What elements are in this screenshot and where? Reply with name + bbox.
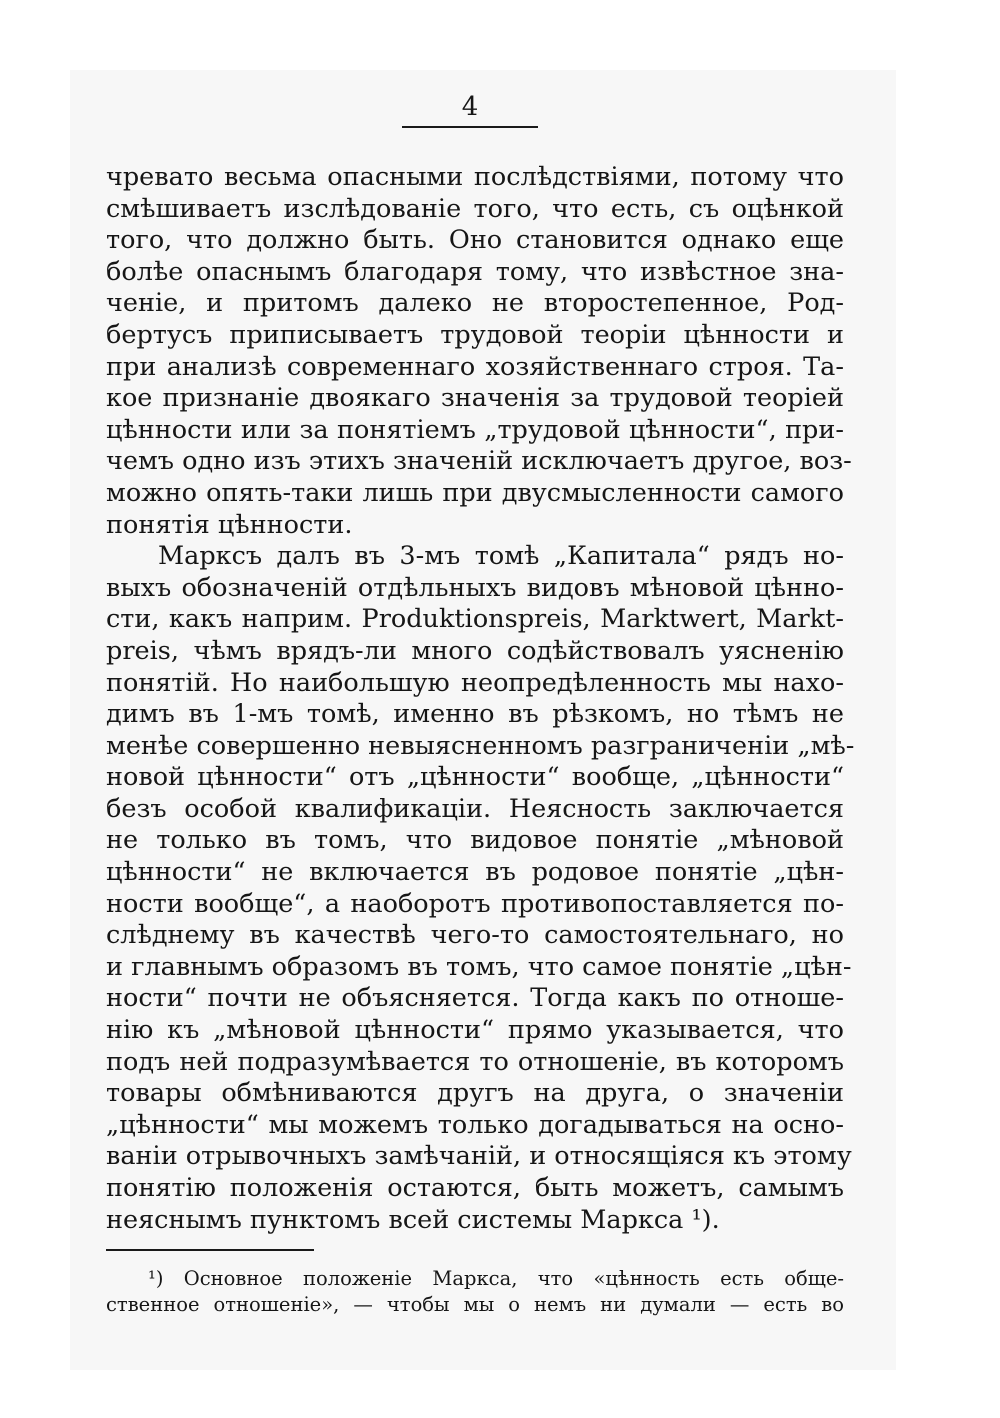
text-line: нію къ „мѣновой цѣнности“ прямо указывается, что bbox=[106, 1015, 844, 1046]
footnote-line: ¹) Основное положеніе Маркса, что «цѣнность есть обще- bbox=[148, 1267, 844, 1290]
header-rule bbox=[402, 126, 538, 128]
text-line: болѣе опаснымъ благодаря тому, что извѣстное зна- bbox=[106, 256, 844, 287]
footnote bbox=[106, 1266, 844, 1318]
footnote-line: ственное отношеніе», — чтобы мы о немъ ни думали — есть во bbox=[106, 1293, 844, 1316]
text-line: цѣнности“ не включается въ родовое понятіе „цѣн- bbox=[106, 857, 844, 888]
text-line: и главнымъ образомъ въ томъ, что самое понятіе „цѣн- bbox=[106, 951, 852, 982]
text-line: ченіе, и притомъ далеко не второстепенное, Род- bbox=[106, 288, 844, 319]
text-line: ности“ почти не объясняется. Тогда какъ по отноше- bbox=[106, 983, 844, 1014]
text-line: ности вообще“, а наоборотъ противопоставляется по- bbox=[106, 888, 844, 919]
text-line: выхъ обозначеній отдѣльныхъ видовъ мѣновой цѣнно- bbox=[106, 572, 844, 603]
text-line: „цѣнности“ мы можемъ только догадываться на осно- bbox=[106, 1109, 844, 1140]
text-line: сти, какъ наприм. Produktionspreis, Marktwert, Markt- bbox=[106, 604, 844, 635]
text-line: новой цѣнности“ отъ „цѣнности“ вообще, „цѣнности“ bbox=[106, 762, 844, 793]
paragraph-end-line: неяснымъ пунктомъ всей системы Маркса ¹). bbox=[106, 1204, 720, 1235]
text-line: при анализѣ современнаго хозяйственнаго строя. Та- bbox=[106, 351, 844, 382]
text-line: бертусъ приписываетъ трудовой теоріи цѣнности и bbox=[106, 319, 844, 350]
text-line: менѣе совершенно невыясненномъ разграниченіи „мѣ- bbox=[106, 730, 855, 761]
body-text bbox=[106, 162, 855, 1236]
text-line: того, что должно быть. Оно становится однако еще bbox=[106, 225, 844, 256]
text-line: preis, чѣмъ врядъ-ли много содѣйствовалъ уясненію bbox=[106, 635, 844, 666]
text-line: можно опять-таки лишь при двусмысленности самого bbox=[106, 477, 844, 508]
text-line: понятію положенія остаются, быть можетъ, самымъ bbox=[106, 1173, 844, 1203]
footnote-rule bbox=[106, 1249, 314, 1251]
text-line: цѣнности или за понятіемъ „трудовой цѣнности“, при- bbox=[106, 414, 844, 445]
text-line: понятій. Но наибольшую неопредѣленность мы нахо- bbox=[106, 667, 844, 698]
paragraph-start-line: Марксъ далъ въ 3-мъ томѣ „Капитала“ рядъ но- bbox=[158, 541, 844, 572]
text-line: товары обмѣниваются другъ на друга, о значеніи bbox=[106, 1078, 844, 1109]
text-line: чревато весьма опасными послѣдствіями, потому что bbox=[106, 162, 844, 192]
text-line: чемъ одно изъ этихъ значеній исключаетъ другое, воз- bbox=[106, 446, 852, 477]
text-line: не только въ томъ, что видовое понятіе „мѣновой bbox=[106, 825, 844, 856]
text-line: безъ особой квалификаціи. Неясность заключается bbox=[106, 793, 844, 824]
paragraph-end-line: понятія цѣнности. bbox=[106, 509, 353, 540]
text-line: кое признаніе двоякаго значенія за трудовой теоріей bbox=[106, 383, 844, 414]
page-number: 4 bbox=[461, 92, 479, 122]
text-line: димъ въ 1-мъ томѣ, именно въ рѣзкомъ, но тѣмъ не bbox=[106, 699, 844, 730]
text-line: подъ ней подразумѣвается то отношеніе, въ которомъ bbox=[106, 1046, 844, 1077]
text-line: смѣшиваетъ изслѣдованіе того, что есть, съ оцѣнкой bbox=[106, 193, 844, 224]
text-line: ваніи отрывочныхъ замѣчаній, и относящіяся къ этому bbox=[106, 1141, 852, 1172]
text-line: слѣднему въ качествѣ чего-то самостоятельнаго, но bbox=[106, 920, 844, 951]
